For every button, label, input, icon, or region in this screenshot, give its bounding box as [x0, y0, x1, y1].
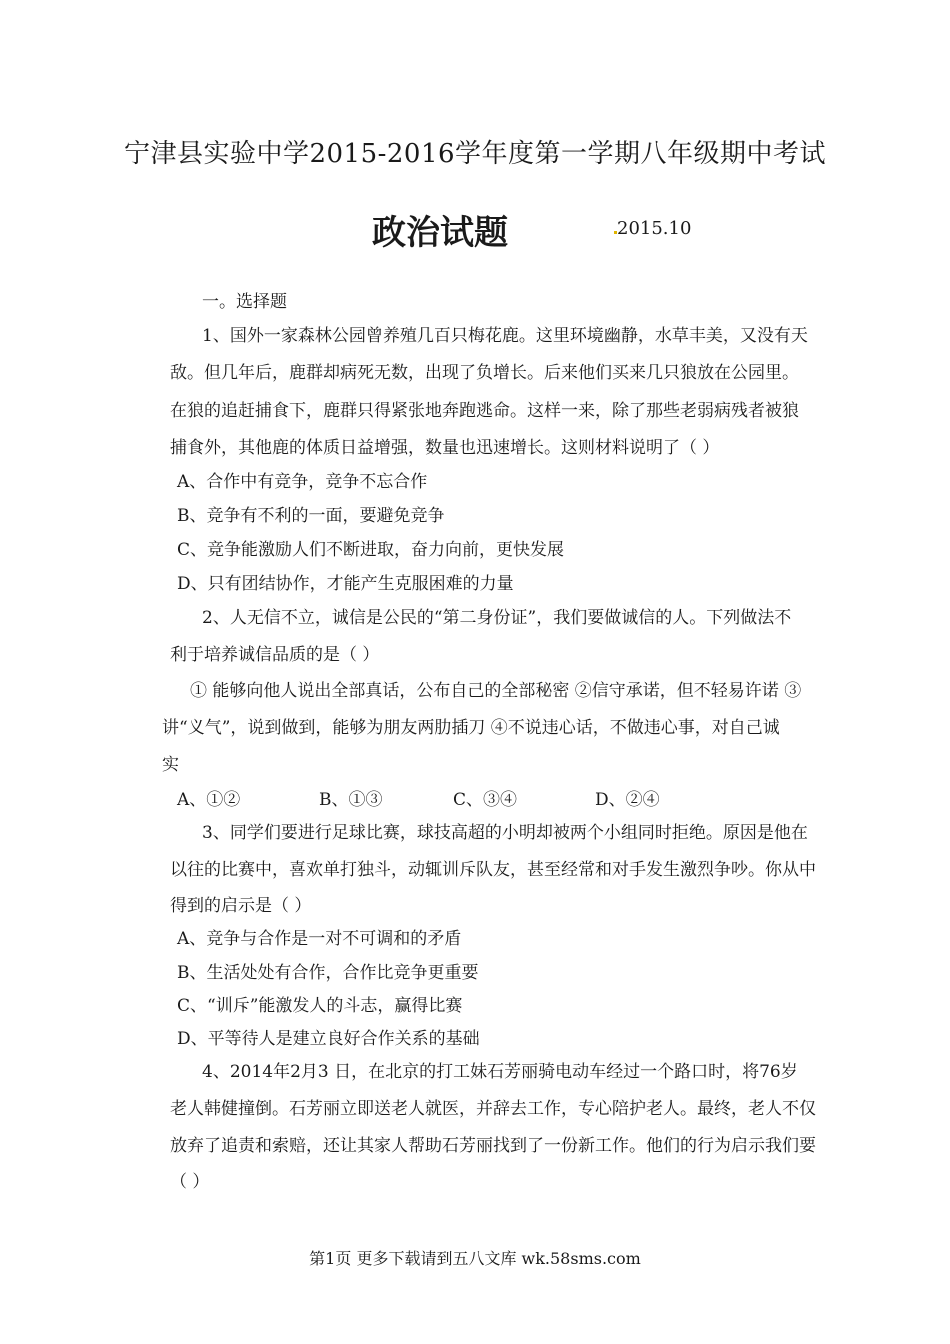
question-text-line: 2、人无信不立，诚信是公民的“第二身份证”，我们要做诚信的人。下列做法不	[202, 608, 792, 628]
exam-title: 宁津县实验中学2015-2016学年度第一学期八年级期中考试	[123, 139, 827, 169]
option-d: D、②④	[595, 790, 660, 810]
option-a: A、合作中有竞争，竞争不忘合作	[177, 472, 428, 492]
question-text-line: ① 能够向他人说出全部真话，公布自己的全部秘密 ②信守承诺，但不轻易许诺 ③	[190, 681, 802, 701]
option-b: B、竞争有不利的一面，要避免竞争	[177, 506, 445, 526]
option-b: B、①③	[319, 790, 383, 810]
question-text-line: 实	[162, 755, 179, 775]
option-d: D、平等待人是建立良好合作关系的基础	[177, 1029, 480, 1049]
question-text-line: 利于培养诚信品质的是（ ）	[170, 645, 380, 665]
page-footer: 第1页 更多下载请到五八文库 wk.58sms.com	[309, 1249, 641, 1268]
section-heading: 一。选择题	[202, 292, 287, 312]
question-text-line: （ ）	[170, 1172, 210, 1192]
question-text-line: 敌。但几年后，鹿群却病死无数，出现了负增长。后来他们买来几只狼放在公园里。	[170, 363, 799, 383]
question-text-line: 3、同学们要进行足球比赛，球技高超的小明却被两个小组同时拒绝。原因是他在	[202, 823, 808, 843]
answer-options-row	[177, 785, 777, 809]
option-c: C、“训斥”能激发人的斗志，赢得比赛	[177, 996, 463, 1016]
option-d: D、只有团结协作，才能产生克服困难的力量	[177, 574, 514, 594]
option-a: A、①②	[177, 790, 241, 810]
option-c: C、竞争能激励人们不断进取，奋力向前，更快发展	[177, 540, 565, 560]
exam-subject: 政治试题	[372, 213, 508, 253]
question-text-line: 老人韩健撞倒。石芳丽立即送老人就医，并辞去工作，专心陪护老人。最终，老人不仅	[170, 1099, 816, 1119]
question-text-line: 得到的启示是（ ）	[170, 896, 312, 916]
question-text-line: 在狼的追赶捕食下，鹿群只得紧张地奔跑逃命。这样一来，除了那些老弱病残者被狼	[170, 401, 799, 421]
option-b: B、生活处处有合作，合作比竞争更重要	[177, 963, 479, 983]
option-a: A、竞争与合作是一对不可调和的矛盾	[177, 929, 462, 949]
exam-date: 2015.10	[614, 218, 691, 239]
question-text-line: 4、2014年2月3 日，在北京的打工妹石芳丽骑电动车经过一个路口时，将76岁	[202, 1062, 798, 1082]
question-text-line: 捕食外，其他鹿的体质日益增强，数量也迅速增长。这则材料说明了（ ）	[170, 438, 720, 458]
question-text-line: 1、国外一家森林公园曾养殖几百只梅花鹿。这里环境幽静，水草丰美，又没有天	[202, 326, 808, 346]
option-c: C、③④	[453, 790, 518, 810]
question-text-line: 讲“义气”，说到做到，能够为朋友两肋插刀 ④不说违心话，不做违心事，对自己诚	[162, 718, 780, 738]
question-text-line: 放弃了追责和索赔，还让其家人帮助石芳丽找到了一份新工作。他们的行为启示我们要	[170, 1136, 816, 1156]
question-text-line: 以往的比赛中，喜欢单打独斗，动辄训斥队友，甚至经常和对手发生激烈争吵。你从中	[170, 860, 816, 880]
